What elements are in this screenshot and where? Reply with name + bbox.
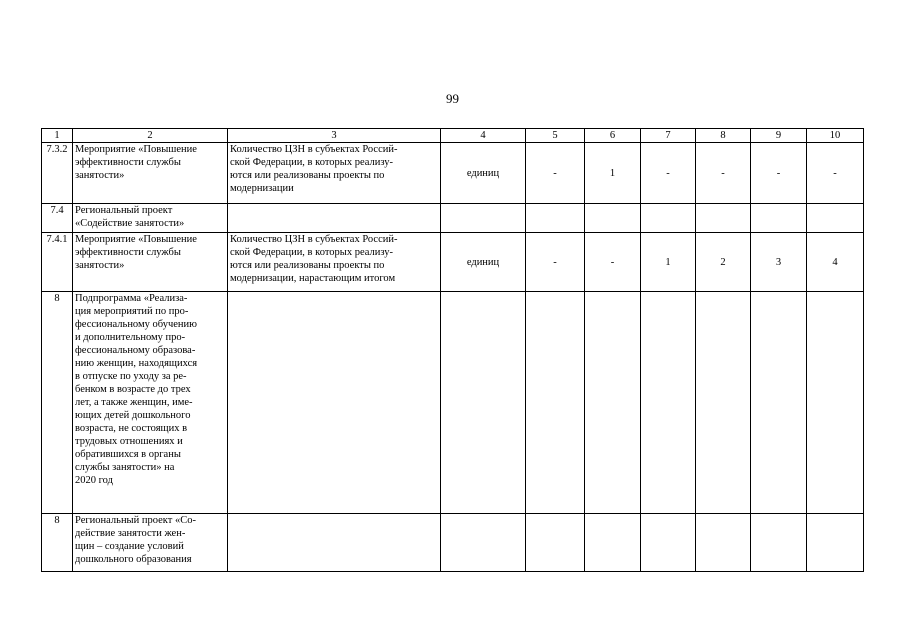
row-value-5: - (526, 143, 585, 204)
header-cell: 7 (641, 129, 696, 143)
row-value-10 (807, 204, 864, 233)
row-value-9: 3 (751, 233, 807, 292)
row-value-10: - (807, 143, 864, 204)
row-unit (441, 514, 526, 572)
row-value-5: - (526, 233, 585, 292)
row-value-9 (751, 514, 807, 572)
row-number: 7.4 (42, 204, 73, 233)
row-number: 7.4.1 (42, 233, 73, 292)
table-row (42, 514, 864, 572)
header-cell: 10 (807, 129, 864, 143)
row-value-10 (807, 292, 864, 514)
row-indicator: Количество ЦЗН в субъектах Россий- ской Федерации, в которых реализу- ются или реализованы проекты по модернизации (228, 143, 441, 204)
header-cell: 9 (751, 129, 807, 143)
row-unit: единиц (441, 233, 526, 292)
row-indicator: Количество ЦЗН в субъектах Россий- ской Федерации, в которых реализу- ются или реализованы проекты по модернизации, нарастающим итогом (228, 233, 441, 292)
row-value-5 (526, 204, 585, 233)
table-row (42, 233, 864, 292)
row-value-7 (641, 204, 696, 233)
row-value-5 (526, 292, 585, 514)
row-value-8: - (696, 143, 751, 204)
row-value-10: 4 (807, 233, 864, 292)
row-number: 8 (42, 292, 73, 514)
row-value-8 (696, 514, 751, 572)
row-name: Мероприятие «Повышение эффективности службы занятости» (73, 143, 228, 204)
row-value-6 (585, 514, 641, 572)
header-cell: 1 (42, 129, 73, 143)
row-name: Региональный проект «Содействие занятости» (73, 204, 228, 233)
row-value-6: 1 (585, 143, 641, 204)
row-value-6: - (585, 233, 641, 292)
header-cell: 5 (526, 129, 585, 143)
row-value-7: - (641, 143, 696, 204)
row-value-6 (585, 292, 641, 514)
row-indicator (228, 292, 441, 514)
row-unit: единиц (441, 143, 526, 204)
page-number: 99 (446, 91, 459, 106)
data-table (41, 128, 864, 572)
row-name: Подпрограмма «Реализа- ция мероприятий по про- фессиональному обучению и дополнительному про- фессиональному образова- нию женщин, находящихся в отпуске по уходу за ре- бенком в возрасте до трех лет, а также женщин, име- ющих детей дошкольного возраста, не состоящих в трудовых отношениях и обратившихся в органы службы занятости» на 2020 год (73, 292, 228, 514)
row-value-9 (751, 204, 807, 233)
table-row (42, 292, 864, 514)
header-cell: 3 (228, 129, 441, 143)
row-value-9 (751, 292, 807, 514)
header-cell: 6 (585, 129, 641, 143)
row-value-5 (526, 514, 585, 572)
row-unit (441, 204, 526, 233)
row-value-6 (585, 204, 641, 233)
row-number: 7.3.2 (42, 143, 73, 204)
row-number: 8 (42, 514, 73, 572)
header-cell: 2 (73, 129, 228, 143)
table-row (42, 204, 864, 233)
row-unit (441, 292, 526, 514)
row-name: Мероприятие «Повышение эффективности службы занятости» (73, 233, 228, 292)
row-value-8 (696, 204, 751, 233)
row-value-10 (807, 514, 864, 572)
row-value-8 (696, 292, 751, 514)
row-indicator (228, 514, 441, 572)
row-value-7 (641, 514, 696, 572)
row-value-9: - (751, 143, 807, 204)
row-value-8: 2 (696, 233, 751, 292)
row-name: Региональный проект «Со- действие занятости жен- щин – создание условий дошкольного образования (73, 514, 228, 572)
row-value-7: 1 (641, 233, 696, 292)
table-row (42, 143, 864, 204)
row-indicator (228, 204, 441, 233)
header-cell: 8 (696, 129, 751, 143)
header-cell: 4 (441, 129, 526, 143)
table-header-row (42, 129, 864, 143)
row-value-7 (641, 292, 696, 514)
